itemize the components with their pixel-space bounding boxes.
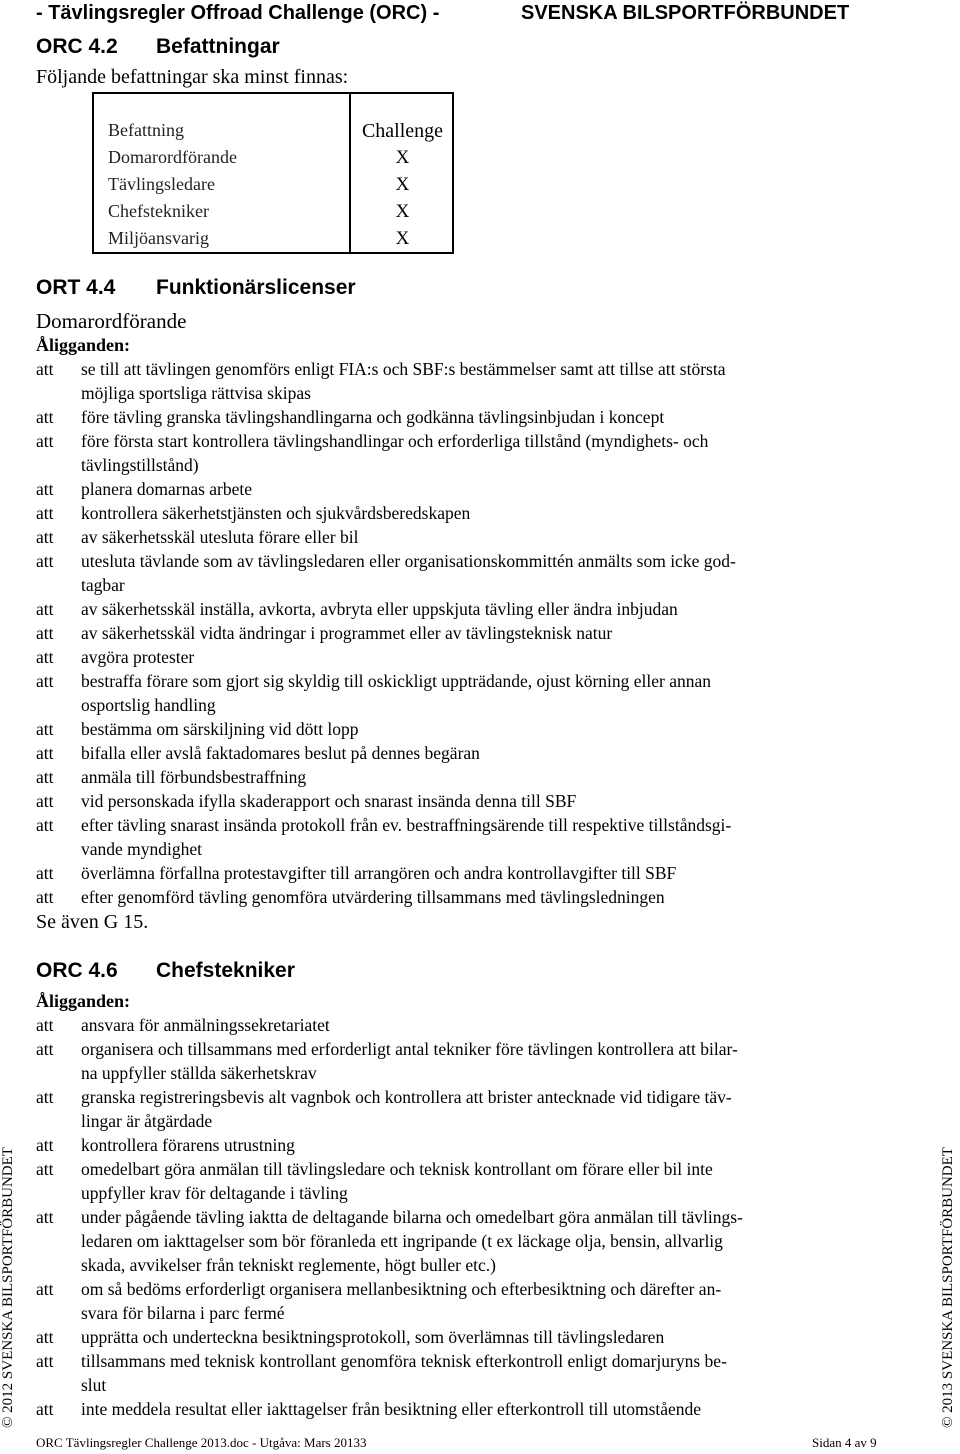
duty-item [36, 813, 896, 861]
duty-text [81, 597, 896, 621]
duty-item [36, 765, 896, 789]
duty-text-line: före tävling granska tävlingshandlingarna och godkänna tävlingsinbjudan i koncept [81, 407, 665, 427]
duty-text-line: granska registreringsbevis alt vagnbok och kontrollera att brister antecknade vid tidigare täv- [81, 1087, 732, 1107]
duty-text [81, 861, 896, 885]
table-header-position: Befattning [108, 120, 184, 140]
duty-item [36, 669, 896, 717]
duty-item [36, 525, 896, 549]
duty-item [36, 1325, 896, 1349]
duty-text-line: bifalla eller avslå faktadomares beslut på dennes begäran [81, 743, 480, 763]
duty-text-line: efter genomförd tävling genomföra utvärdering tillsammans med tävlingsledningen [81, 887, 665, 907]
duty-text [81, 717, 896, 741]
duty-text [81, 1277, 896, 1325]
duty-lead-word: att [36, 551, 54, 571]
duty-text-line: utesluta tävlande som av tävlingsledaren eller organisationskommittén anmälts som icke god- [81, 551, 736, 571]
duty-text-line: om så bedöms erforderligt organisera mellanbesiktning och efterbesiktning och därefter an- [81, 1279, 722, 1299]
duty-text [81, 621, 896, 645]
duty-text-line: se till att tävlingen genomförs enligt FIA:s och SBF:s bestämmelser samt att tillse att största [81, 359, 726, 379]
duty-text [81, 1205, 896, 1277]
duty-item [36, 357, 896, 405]
duty-text-line: avgöra protester [81, 647, 195, 667]
duty-lead-word: att [36, 623, 54, 643]
duty-text [81, 405, 896, 429]
duty-text-line: under pågående tävling iaktta de deltagande bilarna och omedelbart göra anmälan till tävlings- [81, 1207, 743, 1227]
section-44-number: ORT 4.4 [36, 276, 116, 299]
duty-lead-word: att [36, 407, 54, 427]
duty-lead-word: att [36, 767, 54, 787]
duty-item [36, 621, 896, 645]
duty-text [81, 549, 896, 597]
duty-lead-word: att [36, 887, 54, 907]
duty-text-line: organisera och tillsammans med erforderligt antal tekniker före tävlingen kontrollera att bilar- [81, 1039, 738, 1059]
duty-lead-word: att [36, 1207, 54, 1227]
duty-lead-word: att [36, 1279, 54, 1299]
duty-text-line: efter tävling snarast insända protokoll från ev. bestraffningsärende till respektive tillståndsgi- [81, 815, 732, 835]
duty-lead-word: att [36, 1015, 54, 1035]
duty-lead-word: att [36, 671, 54, 691]
duty-text [81, 765, 896, 789]
duty-text-line: möjliga sportsliga rättvisa skipas [81, 383, 311, 403]
duty-text [81, 1397, 896, 1421]
duty-lead-word: att [36, 431, 54, 451]
duty-item [36, 429, 896, 477]
duty-text [81, 1133, 896, 1157]
duty-item [36, 741, 896, 765]
duty-text-line: osportslig handling [81, 695, 216, 715]
duty-item [36, 1037, 896, 1085]
table-cell-challenge: X [395, 201, 410, 222]
duty-lead-word: att [36, 647, 54, 667]
duty-text-line: upprätta och underteckna besiktningsprotokoll, som överlämnas till tävlingsledaren [81, 1327, 665, 1347]
duty-lead-word: att [36, 527, 54, 547]
duty-text-line: överlämna förfallna protestavgifter till arrangören och andra kontrollavgifter till SBF [81, 863, 677, 883]
duty-text [81, 885, 896, 909]
duty-text [81, 669, 896, 717]
duty-lead-word: att [36, 1087, 54, 1107]
duty-lead-word: att [36, 1039, 54, 1059]
duty-lead-word: att [36, 743, 54, 763]
table-row [94, 201, 452, 228]
table-cell-position: Chefstekniker [108, 201, 209, 221]
duty-text [81, 1013, 896, 1037]
duty-lead-word: att [36, 1351, 54, 1371]
duty-lead-word: att [36, 719, 54, 739]
table-cell-challenge: X [395, 228, 410, 249]
duty-text-line: vande myndighet [81, 839, 203, 859]
section-42-number: ORC 4.2 [36, 35, 118, 58]
duty-text-line: vid personskada ifylla skaderapport och snarast insända denna till SBF [81, 791, 577, 811]
header-title: - Tävlingsregler Offroad Challenge (ORC) - [36, 2, 440, 24]
duty-text-line: tagbar [81, 575, 125, 595]
section-46-duties-label: Åligganden: [36, 991, 131, 1011]
duty-text-line: tävlingstillstånd) [81, 455, 199, 475]
duty-text [81, 477, 896, 501]
duty-text-line: kontrollera säkerhetstjänsten och sjukvårdsberedskapen [81, 503, 471, 523]
duty-lead-word: att [36, 791, 54, 811]
see-also-reference: Se även G 15. [36, 911, 149, 933]
section-42-intro: Följande befattningar ska minst finnas: [36, 66, 349, 88]
table-header-challenge: Challenge [361, 120, 444, 142]
table-row [94, 147, 452, 174]
section-42-title: Befattningar [156, 35, 280, 58]
duty-text-line: skada, avvikelser från tekniskt reglemente, högt buller etc.) [81, 1255, 496, 1275]
duty-text [81, 789, 896, 813]
side-copyright-left: © 2012 SVENSKA BILSPORTFÖRBUNDET [0, 1147, 16, 1428]
duty-item [36, 789, 896, 813]
duty-item [36, 1157, 896, 1205]
duty-item [36, 597, 896, 621]
section-44-role: Domarordförande [36, 309, 187, 333]
duty-text-line: före första start kontrollera tävlingshandlingar och erforderliga tillstånd (myndighets- och [81, 431, 709, 451]
duty-text-line: uppfyller krav för deltagande i tävling [81, 1183, 348, 1203]
table-cell-position: Miljöansvarig [108, 228, 209, 248]
duty-text-line: na uppfyller ställda säkerhetskrav [81, 1063, 317, 1083]
section-46-title: Chefstekniker [156, 959, 295, 982]
positions-table [92, 92, 454, 254]
footer-document-info: ORC Tävlingsregler Challenge 2013.doc - Utgåva: Mars 20133 [36, 1435, 367, 1450]
duty-text [81, 813, 896, 861]
footer-page-number: Sidan 4 av 9 [812, 1435, 877, 1450]
table-row [94, 228, 452, 255]
duty-text [81, 1037, 896, 1085]
duty-text [81, 525, 896, 549]
duty-lead-word: att [36, 815, 54, 835]
duty-text-line: lingar är åtgärdade [81, 1111, 213, 1131]
table-cell-challenge: X [395, 174, 410, 195]
duty-lead-word: att [36, 479, 54, 499]
duty-lead-word: att [36, 599, 54, 619]
duty-text-line: av säkerhetsskäl utesluta förare eller bil [81, 527, 359, 547]
duty-text-line: ansvara för anmälningssekretariatet [81, 1015, 330, 1035]
duty-text [81, 357, 896, 405]
duty-item [36, 885, 896, 909]
duty-text [81, 1325, 896, 1349]
duty-item [36, 1133, 896, 1157]
duty-item [36, 645, 896, 669]
duty-text [81, 1085, 896, 1133]
duty-lead-word: att [36, 1159, 54, 1179]
duty-text-line: slut [81, 1375, 107, 1395]
duty-text-line: kontrollera förarens utrustning [81, 1135, 295, 1155]
duty-text-line: planera domarnas arbete [81, 479, 253, 499]
section-44-duties-label: Åligganden: [36, 335, 131, 355]
duty-text-line: omedelbart göra anmälan till tävlingsledare och teknisk kontrollant om förare eller bil inte [81, 1159, 713, 1179]
duty-item [36, 501, 896, 525]
duty-item [36, 405, 896, 429]
duty-lead-word: att [36, 863, 54, 883]
duty-item [36, 549, 896, 597]
table-row [94, 174, 452, 201]
duty-item [36, 717, 896, 741]
duty-text-line: anmäla till förbundsbestraffning [81, 767, 307, 787]
duty-text-line: av säkerhetsskäl vidta ändringar i programmet eller av tävlingsteknisk natur [81, 623, 613, 643]
section-46-number: ORC 4.6 [36, 959, 118, 982]
duty-text [81, 741, 896, 765]
duty-item [36, 861, 896, 885]
table-header-row [94, 120, 452, 147]
header-organization: SVENSKA BILSPORTFÖRBUNDET [521, 2, 850, 24]
duty-text-line: ledaren om iakttagelser som bör föranleda ett ingripande (t ex läckage olja, bensin, allvarlig [81, 1231, 723, 1251]
duty-text [81, 429, 896, 477]
duty-lead-word: att [36, 1399, 54, 1419]
duty-item [36, 1205, 896, 1277]
duty-item [36, 1013, 896, 1037]
duty-item [36, 477, 896, 501]
duty-text [81, 645, 896, 669]
duty-lead-word: att [36, 503, 54, 523]
duty-lead-word: att [36, 1327, 54, 1347]
duty-text-line: bestraffa förare som gjort sig skyldig till oskickligt uppträdande, ojust körning eller annan [81, 671, 712, 691]
side-copyright-right: © 2013 SVENSKA BILSPORTFÖRBUNDET [940, 1147, 956, 1428]
duty-lead-word: att [36, 1135, 54, 1155]
table-cell-challenge: X [395, 147, 410, 168]
duty-text-line: av säkerhetsskäl inställa, avkorta, avbryta eller uppskjuta tävling eller ändra inbjudan [81, 599, 678, 619]
duty-lead-word: att [36, 359, 54, 379]
duty-text [81, 501, 896, 525]
duty-text [81, 1157, 896, 1205]
duty-item [36, 1349, 896, 1397]
duty-text-line: svara för bilarna i parc fermé [81, 1303, 285, 1323]
duty-item [36, 1397, 896, 1421]
duty-text-line: inte meddela resultat eller iakttagelser från besiktning eller efterkontroll till utomstående [81, 1399, 702, 1419]
table-cell-position: Domarordförande [108, 147, 237, 167]
table-cell-position: Tävlingsledare [108, 174, 215, 194]
duty-item [36, 1277, 896, 1325]
duty-item [36, 1085, 896, 1133]
duty-text-line: tillsammans med teknisk kontrollant genomföra teknisk efterkontroll enligt domarjuryns be- [81, 1351, 727, 1371]
duty-text [81, 1349, 896, 1397]
section-44-title: Funktionärslicenser [156, 276, 356, 299]
duty-text-line: bestämma om särskiljning vid dött lopp [81, 719, 359, 739]
